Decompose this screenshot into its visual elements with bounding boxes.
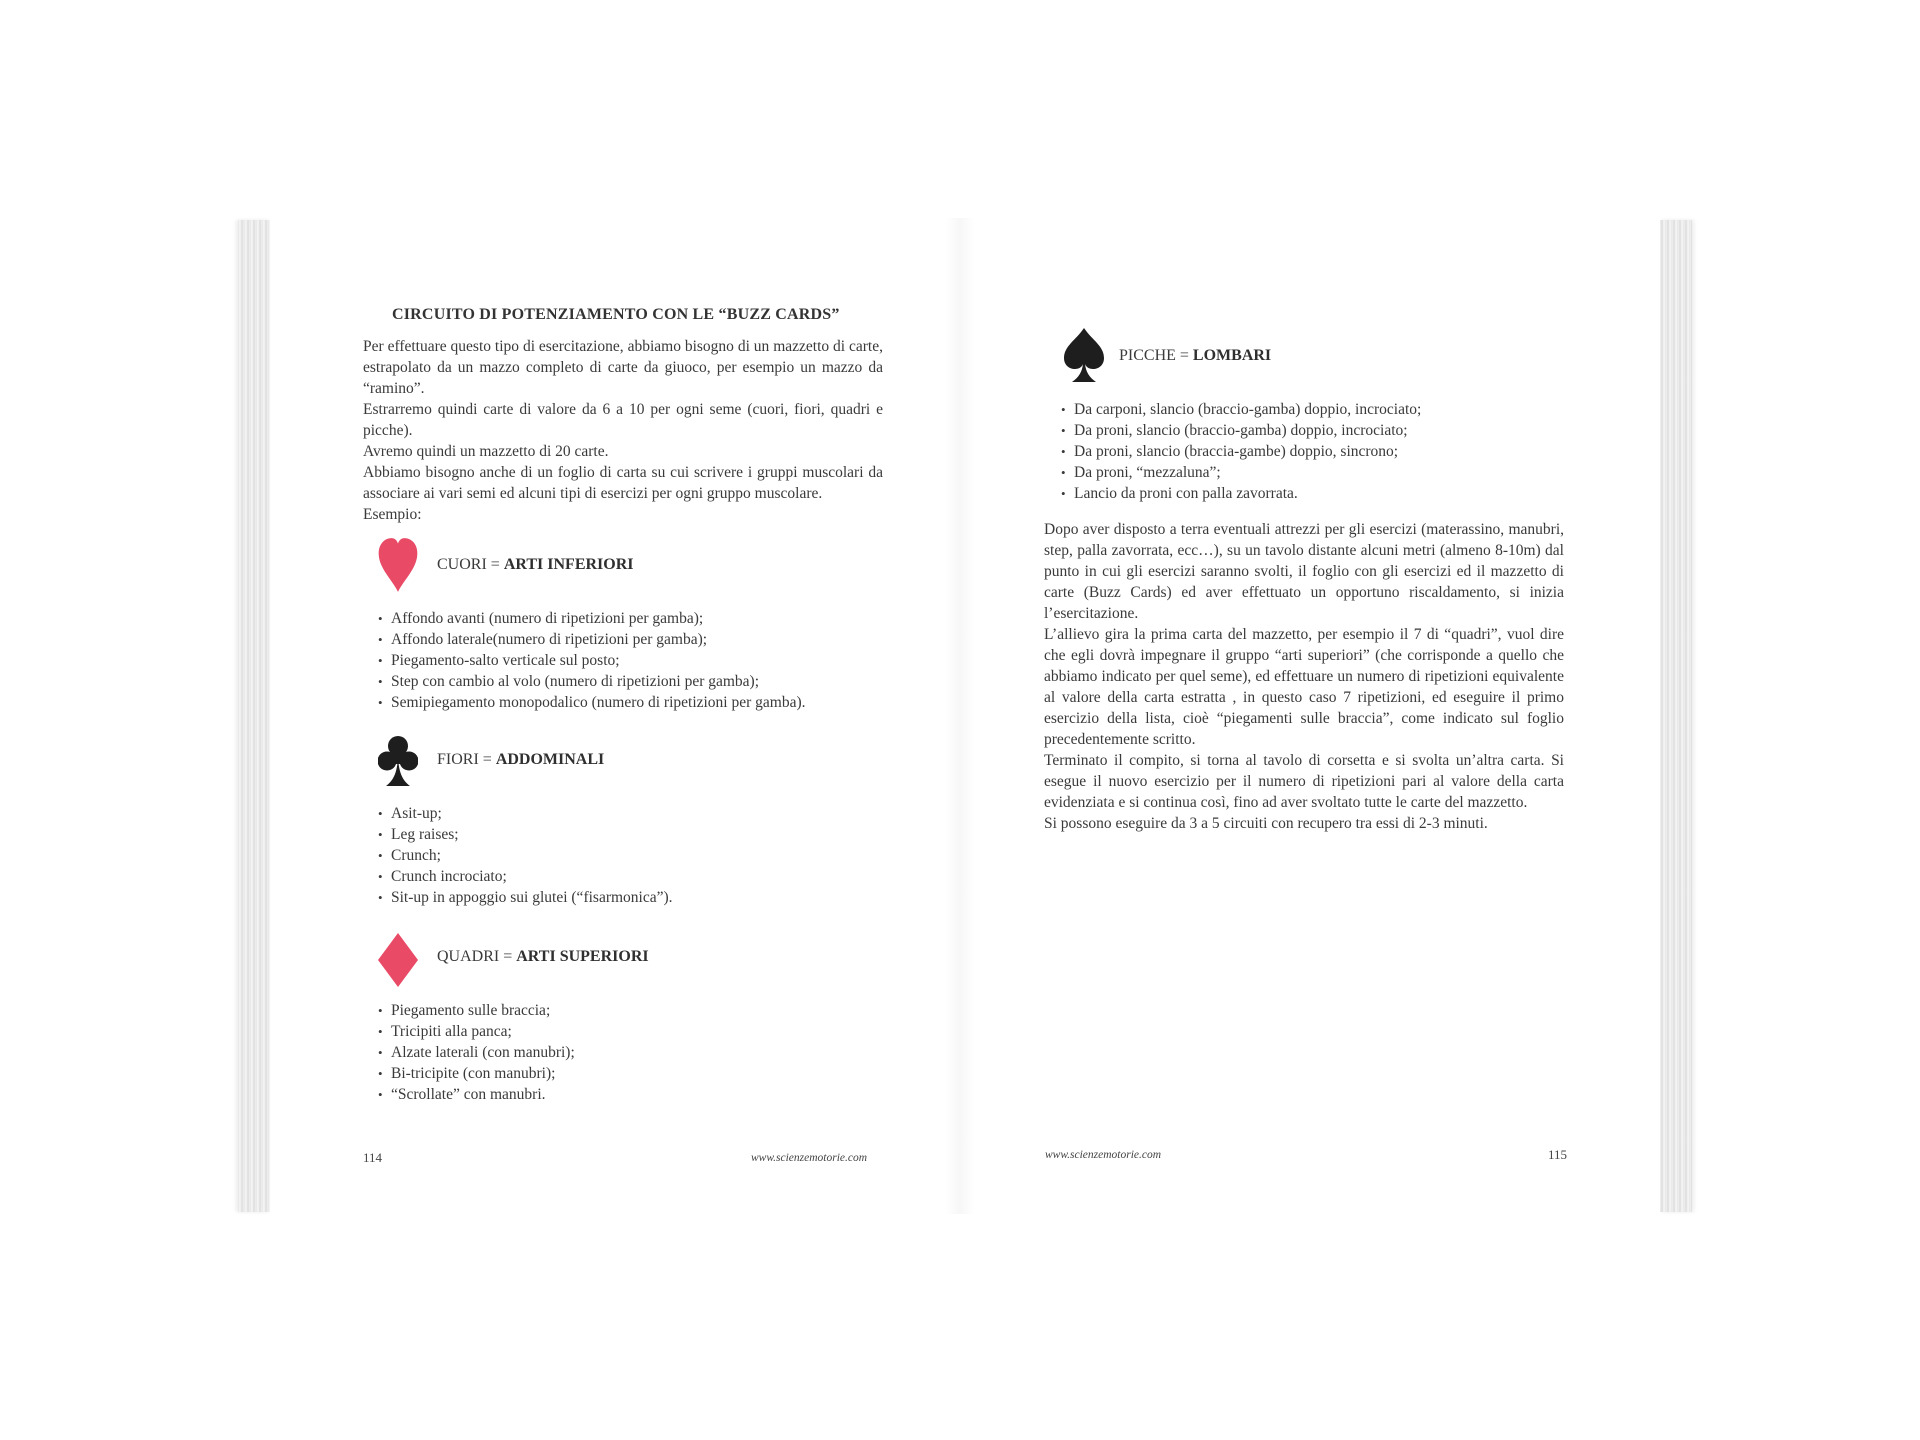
list-item: • Da proni, slancio (braccio-gamba) doppio, incrociato; (1061, 420, 1421, 441)
procedure-paragraph: Terminato il compito, si torna al tavolo di corsetta e si svolta un’altra carta. Si esegue il nuovo esercizio per il numero di ripetizioni pari al valore della carta evidenziata e si continua così, fino ad aver svoltato tutte le carte del mazzetto. (1044, 752, 1564, 811)
list-item: • Lancio da proni con palla zavorrata. (1061, 483, 1421, 504)
list-item: • Leg raises; (378, 824, 673, 845)
book-page-edges-left (238, 220, 270, 1212)
heart-icon (376, 536, 420, 594)
exercise-list-cuori (378, 608, 806, 713)
list-item: • Step con cambio al volo (numero di ripetizioni per gamba); (378, 671, 806, 692)
intro-text (363, 336, 883, 525)
footer-url-left: www.scienzemotorie.com (751, 1152, 868, 1164)
suit-name: PICCHE = (1119, 347, 1189, 364)
intro-paragraph: Estrarremo quindi carte di valore da 6 a 10 per ogni seme (cuori, fiori, quadri e picche). (363, 401, 883, 439)
list-item: • Alzate laterali (con manubri); (378, 1042, 575, 1063)
list-item: • Affondo avanti (numero di ripetizioni per gamba); (378, 608, 806, 629)
footer-url-right: www.scienzemotorie.com (1045, 1149, 1162, 1161)
list-item: • Affondo laterale(numero di ripetizioni per gamba); (378, 629, 806, 650)
list-item: • Crunch; (378, 845, 673, 866)
procedure-paragraph: L’allievo gira la prima carta del mazzetto, per esempio il 7 di “quadri”, vuol dire che egli dovrà impegnare il gruppo “arti superiori” (che corrisponde a quello che abbiamo indicato per quel seme), ed effettuare un numero di ripetizioni equivalente al valore della carta estratta , in questo caso 7 ripetizioni, ed eseguire il primo esercizio della lista, cioè “piegamenti sulle braccia”, come indicato sul foglio precedentemente scritto. (1044, 626, 1564, 748)
suit-title-quadri (437, 948, 649, 966)
page-heading: CIRCUITO DI POTENZIAMENTO CON LE “BUZZ CARDS” (392, 306, 840, 323)
suit-name: QUADRI = (437, 948, 513, 965)
list-item: • Asit-up; (378, 803, 673, 824)
list-item: • Tricipiti alla panca; (378, 1021, 575, 1042)
intro-paragraph: Esempio: (363, 506, 422, 523)
list-item: • “Scrollate” con manubri. (378, 1084, 575, 1105)
suit-name: CUORI = (437, 556, 500, 573)
club-icon (378, 734, 418, 788)
muscle-group: ADDOMINALI (495, 751, 605, 768)
list-item: • Sit-up in appoggio sui glutei (“fisarmonica”). (378, 887, 673, 908)
list-item: • Da carponi, slancio (braccio-gamba) doppio, incrociato; (1061, 399, 1421, 420)
suit-title-fiori (437, 751, 604, 769)
list-item: • Crunch incrociato; (378, 866, 673, 887)
intro-paragraph: Per effettuare questo tipo di esercitazione, abbiamo bisogno di un mazzetto di carte, estrapolato da un mazzo completo di carte da giuoco, per esempio un mazzo da “ramino”. (363, 338, 883, 397)
book-page-edges-right (1660, 220, 1692, 1212)
exercise-list-fiori (378, 803, 673, 908)
intro-paragraph: Abbiamo bisogno anche di un foglio di carta su cui scrivere i gruppi muscolari da associare ai vari semi ed alcuni tipi di esercizi per ogni gruppo muscolare. (363, 464, 883, 502)
list-item: • Piegamento-salto verticale sul posto; (378, 650, 806, 671)
suit-name: FIORI = (437, 751, 492, 768)
list-item: • Piegamento sulle braccia; (378, 1000, 575, 1021)
list-item: • Bi-tricipite (con manubri); (378, 1063, 575, 1084)
list-item: • Da proni, slancio (braccia-gambe) doppio, sincrono; (1061, 441, 1421, 462)
procedure-paragraph: Dopo aver disposto a terra eventuali attrezzi per gli esercizi (materassino, manubri, step, palla zavorrata, ecc…), su un tavolo distante alcuni metri (almeno 8-10m) dal punto in cui gli esercizi saranno svolti, il foglio con gli esercizi ed il mazzetto di carte (Buzz Cards) ed aver effettuato un opportuno riscaldamento, si inizia l’esercitazione. (1044, 521, 1564, 622)
procedure-text (1044, 519, 1564, 834)
exercise-list-quadri (378, 1000, 575, 1105)
book-spine (945, 218, 975, 1214)
muscle-group: ARTI SUPERIORI (516, 948, 649, 965)
intro-paragraph: Avremo quindi un mazzetto di 20 carte. (363, 443, 609, 460)
page-number-left: 114 (363, 1150, 383, 1165)
suit-title-picche (1119, 347, 1271, 365)
procedure-paragraph: Si possono eseguire da 3 a 5 circuiti con recupero tra essi di 2-3 minuti. (1044, 815, 1488, 832)
list-item: • Semipiegamento monopodalico (numero di ripetizioni per gamba). (378, 692, 806, 713)
muscle-group: ARTI INFERIORI (503, 556, 634, 573)
suit-title-cuori (437, 556, 634, 574)
diamond-icon (377, 932, 419, 988)
exercise-list-picche (1061, 399, 1421, 504)
muscle-group: LOMBARI (1192, 347, 1272, 364)
list-item: • Da proni, “mezzaluna”; (1061, 462, 1421, 483)
spade-icon (1062, 326, 1106, 384)
page-number-right: 115 (1548, 1147, 1568, 1162)
